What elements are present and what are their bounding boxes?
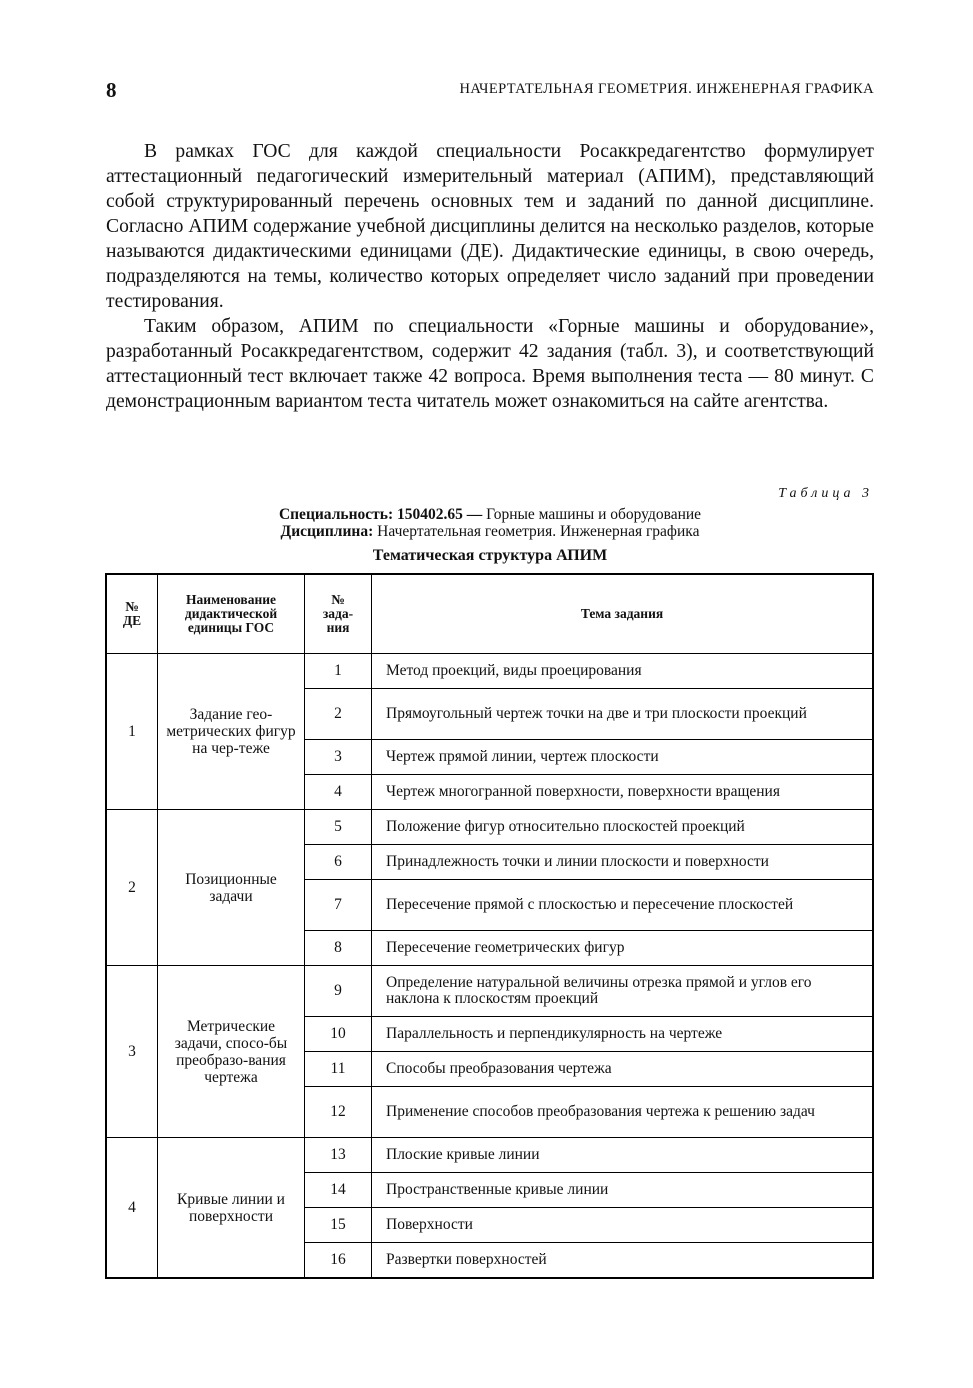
paragraph: Таким образом, АПИМ по специальности «Горные машины и оборудование», разработанный Росаккредагентством, содержит 42 задания (табл. 3), и соответствующий аттестационный тест включает также 42 вопроса. Время выполнения теста — 80 минут. С демонстрационным вариантом теста читатель может ознакомиться на сайте агентства. [106,316,874,412]
paragraph: В рамках ГОС для каждой специальности Росаккредагентство формулирует аттестационный педагогический измерительный материал (АПИМ), представляющий собой структурированный перечень основных тем и заданий по данной дисциплине. Согласно АПИМ содержание учебной дисциплины делится на несколько разделов, которые называются дидактическими единицами (ДЕ). Дидактические единицы, в свою очередь, подразделяются на темы, количество которых определяет число заданий при проведении тестирования. [106,141,874,312]
cell-task-topic: Развертки поверхностей [372,1243,874,1279]
cell-unit-name: Задание гео-метрических фигур на чер-теже [158,654,305,810]
discipline-value: Начертательная геометрия. Инженерная графика [373,523,700,540]
header-de: № ДЕ [106,574,158,654]
apim-table [105,573,874,1279]
cell-de-number: 4 [106,1138,158,1279]
cell-de-number: 3 [106,966,158,1138]
cell-task-topic: Поверхности [372,1208,874,1243]
table-row [106,1138,873,1173]
cell-unit-name: Позиционные задачи [158,810,305,966]
running-head [106,78,874,102]
cell-de-number: 2 [106,810,158,966]
cell-task-topic: Применение способов преобразования чертежа к решению задач [372,1087,874,1138]
cell-task-number: 3 [305,740,372,775]
table-specialty [106,506,874,523]
body-text [106,139,874,414]
cell-task-number: 15 [305,1208,372,1243]
table-label: Таблица 3 [778,486,873,501]
table-row [106,966,873,1017]
cell-task-topic: Положение фигур относительно плоскостей проекций [372,810,874,845]
discipline-label: Дисциплина: [280,523,374,540]
cell-task-number: 11 [305,1052,372,1087]
header-unit-name: Наименование дидактической единицы ГОС [158,574,305,654]
table-header-row [106,574,873,654]
cell-task-topic: Метод проекций, виды проецирования [372,654,874,689]
table-row [106,810,873,845]
cell-task-number: 16 [305,1243,372,1279]
specialty-label: Специальность: 150402.65 — [278,506,483,523]
cell-task-number: 2 [305,689,372,740]
cell-task-topic: Прямоугольный чертеж точки на две и три плоскости проекций [372,689,874,740]
cell-task-number: 5 [305,810,372,845]
cell-task-number: 12 [305,1087,372,1138]
header-topic: Тема задания [372,574,874,654]
cell-unit-name: Кривые линии и поверхности [158,1138,305,1279]
cell-task-number: 1 [305,654,372,689]
cell-task-topic: Параллельность и перпендикулярность на чертеже [372,1017,874,1052]
cell-task-topic: Пространственные кривые линии [372,1173,874,1208]
running-title: НАЧЕРТАТЕЛЬНАЯ ГЕОМЕТРИЯ. ИНЖЕНЕРНАЯ ГРАФИКА [459,81,874,97]
page-number: 8 [106,78,117,102]
cell-task-number: 8 [305,931,372,966]
cell-task-number: 13 [305,1138,372,1173]
table-title: Тематическая структура АПИМ [372,547,608,564]
cell-task-number: 10 [305,1017,372,1052]
cell-task-topic: Чертеж прямой линии, чертеж плоскости [372,740,874,775]
cell-task-number: 9 [305,966,372,1017]
header-task-number: № зада- ния [305,574,372,654]
cell-task-topic: Пересечение прямой с плоскостью и пересечение плоскостей [372,880,874,931]
cell-task-topic: Пересечение геометрических фигур [372,931,874,966]
cell-task-topic: Принадлежность точки и линии плоскости и поверхности [372,845,874,880]
cell-task-number: 14 [305,1173,372,1208]
specialty-value: Горные машины и оборудование [482,506,702,523]
cell-task-topic: Плоские кривые линии [372,1138,874,1173]
cell-unit-name: Метрические задачи, спосо-бы преобразо-вания чертежа [158,966,305,1138]
table-row [106,654,873,689]
table-discipline [106,523,874,540]
cell-task-topic: Чертеж многогранной поверхности, поверхности вращения [372,775,874,810]
cell-task-number: 7 [305,880,372,931]
cell-task-topic: Способы преобразования чертежа [372,1052,874,1087]
cell-task-topic: Определение натуральной величины отрезка прямой и углов его наклона к плоскостям проекций [372,966,874,1017]
cell-task-number: 4 [305,775,372,810]
cell-task-number: 6 [305,845,372,880]
cell-de-number: 1 [106,654,158,810]
